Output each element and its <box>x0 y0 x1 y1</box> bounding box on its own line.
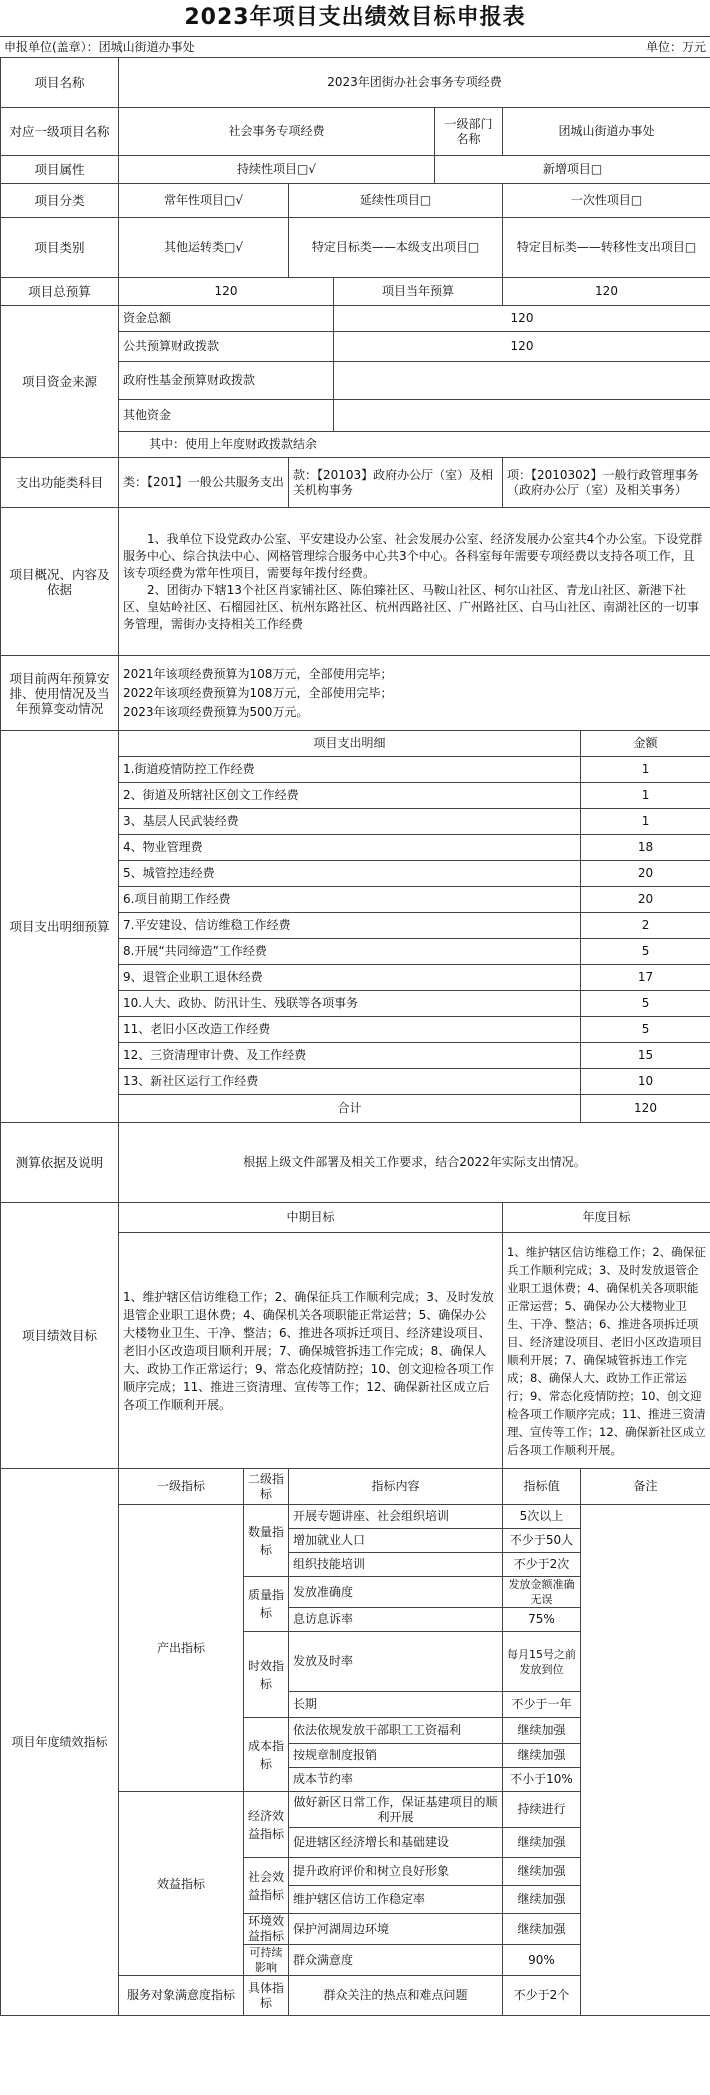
ind-content: 开展专题讲座、社会组织培训 <box>289 1505 503 1529</box>
detail-item-amount: 17 <box>581 965 710 991</box>
ind-content: 保护河湖周边环境 <box>289 1914 503 1945</box>
ind-content: 组织技能培训 <box>289 1553 503 1577</box>
detail-item-amount: 5 <box>581 1017 710 1043</box>
report-title: 2023年项目支出绩效目标申报表 <box>184 5 526 30</box>
detail-item-name: 5、城管控违经费 <box>119 861 581 887</box>
detail-item-name: 11、老旧小区改造工作经费 <box>119 1017 581 1043</box>
ind-content: 做好新区日常工作，保证基建项目的顺利开展 <box>289 1792 503 1828</box>
detail-item-name: 12、三资清理审计费、及工作经费 <box>119 1043 581 1069</box>
ind-header-l1: 一级指标 <box>119 1469 244 1505</box>
ind-value: 不少于2次 <box>503 1553 581 1577</box>
label-annual-indicators: 项目年度绩效指标 <box>1 1469 119 2016</box>
ind-sub-timeliness: 时效指标 <box>244 1632 289 1718</box>
ind-sub-quantity: 数量指标 <box>244 1505 289 1577</box>
detail-item-name: 7.平安建设、信访维稳工作经费 <box>119 913 581 939</box>
ind-content: 提升政府评价和树立良好形象 <box>289 1858 503 1886</box>
value-year-budget: 120 <box>503 278 710 306</box>
label-fund-source: 项目资金来源 <box>1 306 119 458</box>
detail-total-amount: 120 <box>581 1095 710 1123</box>
ind-value: 不少于一年 <box>503 1692 581 1718</box>
cat-other: 其他运转类□√ <box>119 218 289 278</box>
fund-value-gov <box>334 362 710 400</box>
overview-paragraph-2: 2、团街办下辖13个社区肖家铺社区、陈伯臻社区、马鞍山社区、柯尔山社区、青龙山社区、新港下社区、皇姑岭社区、石榴园社区、杭州东路社区、杭州西路社区、广州路社区、白马山社区、南湖社区的一切事务管理，需街办支持相关工作经费 <box>123 582 700 631</box>
fund-label-total: 资金总额 <box>119 306 334 332</box>
perf-header-mid: 中期目标 <box>119 1203 503 1233</box>
calc-basis-content: 根据上级文件部署及相关工作要求，结合2022年实际支出情况。 <box>119 1123 710 1203</box>
ind-value: 继续加强 <box>503 1858 581 1886</box>
attr-continuing: 持续性项目□√ <box>119 156 435 184</box>
detail-item-name: 8.开展“共同缔造”工作经费 <box>119 939 581 965</box>
detail-item-amount: 10 <box>581 1069 710 1095</box>
label-overview: 项目概况、内容及依据 <box>1 508 119 656</box>
label-project-name: 项目名称 <box>1 58 119 108</box>
detail-item-amount: 18 <box>581 835 710 861</box>
ind-value: 每月15号之前发放到位 <box>503 1632 581 1692</box>
detail-item-amount: 1 <box>581 783 710 809</box>
fund-value-total: 120 <box>334 306 710 332</box>
fund-value-other <box>334 400 710 432</box>
report-table <box>0 57 710 2016</box>
detail-item-amount: 20 <box>581 861 710 887</box>
class-regular: 常年性项目□√ <box>119 184 289 218</box>
ind-sub-cost: 成本指标 <box>244 1718 289 1792</box>
fund-value-public: 120 <box>334 332 710 362</box>
overview-paragraph-1: 1、我单位下设党政办公室、平安建设办公室、社会发展办公室、经济发展办公室共4个办公室。下设党群服务中心、综合执法中心、网格管理综合服务中心共3个中心。各科室每年需要专项经费以支持各项工作，且该专项经费为常年性项目，需要每年拨付经费。 <box>123 531 703 580</box>
label-year-budget: 项目当年预算 <box>334 278 503 306</box>
ind-value: 发放金额准确无误 <box>503 1577 581 1608</box>
prev-budget-line: 2023年该项经费预算为500万元。 <box>123 704 309 719</box>
ind-value: 90% <box>503 1945 581 1976</box>
ind-value: 继续加强 <box>503 1914 581 1945</box>
ind-header-content: 指标内容 <box>289 1469 503 1505</box>
ind-content: 成本节约率 <box>289 1768 503 1792</box>
label-total-budget: 项目总预算 <box>1 278 119 306</box>
label-func-class: 支出功能类科目 <box>1 458 119 508</box>
applicant-unit: 申报单位(盖章）：团城山街道办事处 <box>4 40 195 54</box>
label-perf-target: 项目绩效目标 <box>1 1203 119 1469</box>
detail-item-name: 9、退管企业职工退休经费 <box>119 965 581 991</box>
cat-special-local: 特定目标类——本级支出项目□ <box>289 218 503 278</box>
ind-content: 促进辖区经济增长和基础建设 <box>289 1828 503 1858</box>
attr-new: 新增项目□ <box>435 156 710 184</box>
detail-header-item: 项目支出明细 <box>119 731 581 757</box>
label-level1-dept: 一级部门名称 <box>435 108 503 156</box>
ind-value: 继续加强 <box>503 1828 581 1858</box>
detail-item-amount: 5 <box>581 991 710 1017</box>
detail-item-amount: 5 <box>581 939 710 965</box>
ind-value: 继续加强 <box>503 1718 581 1744</box>
ind-value: 5次以上 <box>503 1505 581 1529</box>
value-project-name: 2023年团街办社会事务专项经费 <box>119 58 710 108</box>
detail-item-name: 1.街道疫情防控工作经费 <box>119 757 581 783</box>
ind-value: 继续加强 <box>503 1886 581 1914</box>
fund-label-other: 其他资金 <box>119 400 334 432</box>
prev-budget-content <box>119 656 710 731</box>
fund-note: 其中：使用上年度财政拨款结余 <box>119 432 710 458</box>
label-calc-basis: 测算依据及说明 <box>1 1123 119 1203</box>
label-detail-budget: 项目支出明细预算 <box>1 731 119 1123</box>
ind-group-benefit: 效益指标 <box>119 1792 244 1976</box>
prev-budget-line: 2022年该项经费预算为108万元，全部使用完毕； <box>123 685 393 700</box>
ind-sub-economic: 经济效益指标 <box>244 1792 289 1858</box>
report-header-row <box>0 36 710 57</box>
ind-value: 不少于2个 <box>503 1976 581 2016</box>
detail-item-name: 10.人大、政协、防汛计生、残联等各项事务 <box>119 991 581 1017</box>
ind-note <box>581 1505 710 2016</box>
ind-group-satisfaction: 服务对象满意度指标 <box>119 1976 244 2016</box>
ind-header-value: 指标值 <box>503 1469 581 1505</box>
ind-content: 息访息诉率 <box>289 1608 503 1632</box>
class-onetime: 一次性项目□ <box>503 184 710 218</box>
fund-label-public: 公共预算财政拨款 <box>119 332 334 362</box>
detail-item-amount: 20 <box>581 887 710 913</box>
ind-group-output: 产出指标 <box>119 1505 244 1792</box>
detail-item-name: 3、基层人民武装经费 <box>119 809 581 835</box>
value-total-budget: 120 <box>119 278 334 306</box>
label-prev-budget: 项目前两年预算安排、使用情况及当年预算变动情况 <box>1 656 119 731</box>
label-classification: 项目分类 <box>1 184 119 218</box>
perf-year-content: 1、维护辖区信访维稳工作；2、确保征兵工作顺利完成；3、及时发放退管企业职工退休费；4、确保机关各项职能正常运营；5、确保办公大楼物业卫生、干净、整洁；6、推进各项拆迁项目、经济建设项目、老旧小区改造项目顺利开展；7、确保城管拆违工作完成；8、确保人大、政协工作正常运行；9、常态化疫情防控；10、创文迎检各项工作顺序完成；11、推进三资清理、宣传等工作；12、确保新社区成立后各项工作顺利开展。 <box>503 1233 710 1469</box>
ind-sub-sustain: 可持续影响 <box>244 1945 289 1976</box>
ind-value: 不小于10% <box>503 1768 581 1792</box>
detail-item-amount: 1 <box>581 757 710 783</box>
value-level1-dept: 团城山街道办事处 <box>503 108 710 156</box>
ind-content: 长期 <box>289 1692 503 1718</box>
class-extended: 延续性项目□ <box>289 184 503 218</box>
func-section: 款：【20103】政府办公厅（室）及相关机构事务 <box>289 458 503 508</box>
detail-item-name: 2、街道及所辖社区创文工作经费 <box>119 783 581 809</box>
func-kind: 类：【201】一般公共服务支出 <box>119 458 289 508</box>
ind-value: 持续进行 <box>503 1792 581 1828</box>
detail-item-amount: 15 <box>581 1043 710 1069</box>
detail-item-name: 13、新社区运行工作经费 <box>119 1069 581 1095</box>
ind-value: 不少于50人 <box>503 1529 581 1553</box>
detail-total-label: 合计 <box>119 1095 581 1123</box>
ind-sub-specific: 具体指标 <box>244 1976 289 2016</box>
ind-content: 群众满意度 <box>289 1945 503 1976</box>
ind-header-l2: 二级指标 <box>244 1469 289 1505</box>
detail-item-amount: 2 <box>581 913 710 939</box>
fund-label-gov: 政府性基金预算财政拨款 <box>119 362 334 400</box>
label-level1-project: 对应一级项目名称 <box>1 108 119 156</box>
ind-content: 依法依规发放干部职工工资福利 <box>289 1718 503 1744</box>
detail-header-amount: 金额 <box>581 731 710 757</box>
detail-item-name: 6.项目前期工作经费 <box>119 887 581 913</box>
func-item: 项：【2010302】一般行政管理事务（政府办公厅（室）及相关事务） <box>503 458 710 508</box>
prev-budget-line: 2021年该项经费预算为108万元，全部使用完毕； <box>123 666 393 681</box>
ind-sub-quality: 质量指标 <box>244 1577 289 1632</box>
overview-content <box>119 508 710 656</box>
label-category: 项目类别 <box>1 218 119 278</box>
ind-value: 75% <box>503 1608 581 1632</box>
perf-mid-content: 1、维护辖区信访维稳工作；2、确保征兵工作顺利完成；3、及时发放退管企业职工退休费；4、确保机关各项职能正常运营；5、确保办公大楼物业卫生、干净、整洁；6、推进各项拆迁项目、经济建设项目、老旧小区改造项目顺利开展；7、确保城管拆违工作完成；8、确保人大、政协工作正常运行；9、常态化疫情防控；10、创文迎检各项工作顺序完成；11、推进三资清理、宣传等工作；12、确保新社区成立后各项工作顺利开展。 <box>119 1233 503 1469</box>
label-attribute: 项目属性 <box>1 156 119 184</box>
detail-item-name: 4、物业管理费 <box>119 835 581 861</box>
value-level1-project: 社会事务专项经费 <box>119 108 435 156</box>
ind-content: 维护辖区信访工作稳定率 <box>289 1886 503 1914</box>
currency-unit: 单位：万元 <box>645 40 706 54</box>
ind-content: 发放准确度 <box>289 1577 503 1608</box>
ind-sub-env: 环境效益指标 <box>244 1914 289 1945</box>
ind-content: 按规章制度报销 <box>289 1744 503 1768</box>
ind-content: 群众关注的热点和难点问题 <box>289 1976 503 2016</box>
ind-content: 增加就业人口 <box>289 1529 503 1553</box>
ind-content: 发放及时率 <box>289 1632 503 1692</box>
ind-sub-social: 社会效益指标 <box>244 1858 289 1914</box>
detail-item-amount: 1 <box>581 809 710 835</box>
cat-special-transfer: 特定目标类——转移性支出项目□ <box>503 218 710 278</box>
perf-header-year: 年度目标 <box>503 1203 710 1233</box>
ind-header-note: 备注 <box>581 1469 710 1505</box>
ind-value: 继续加强 <box>503 1744 581 1768</box>
